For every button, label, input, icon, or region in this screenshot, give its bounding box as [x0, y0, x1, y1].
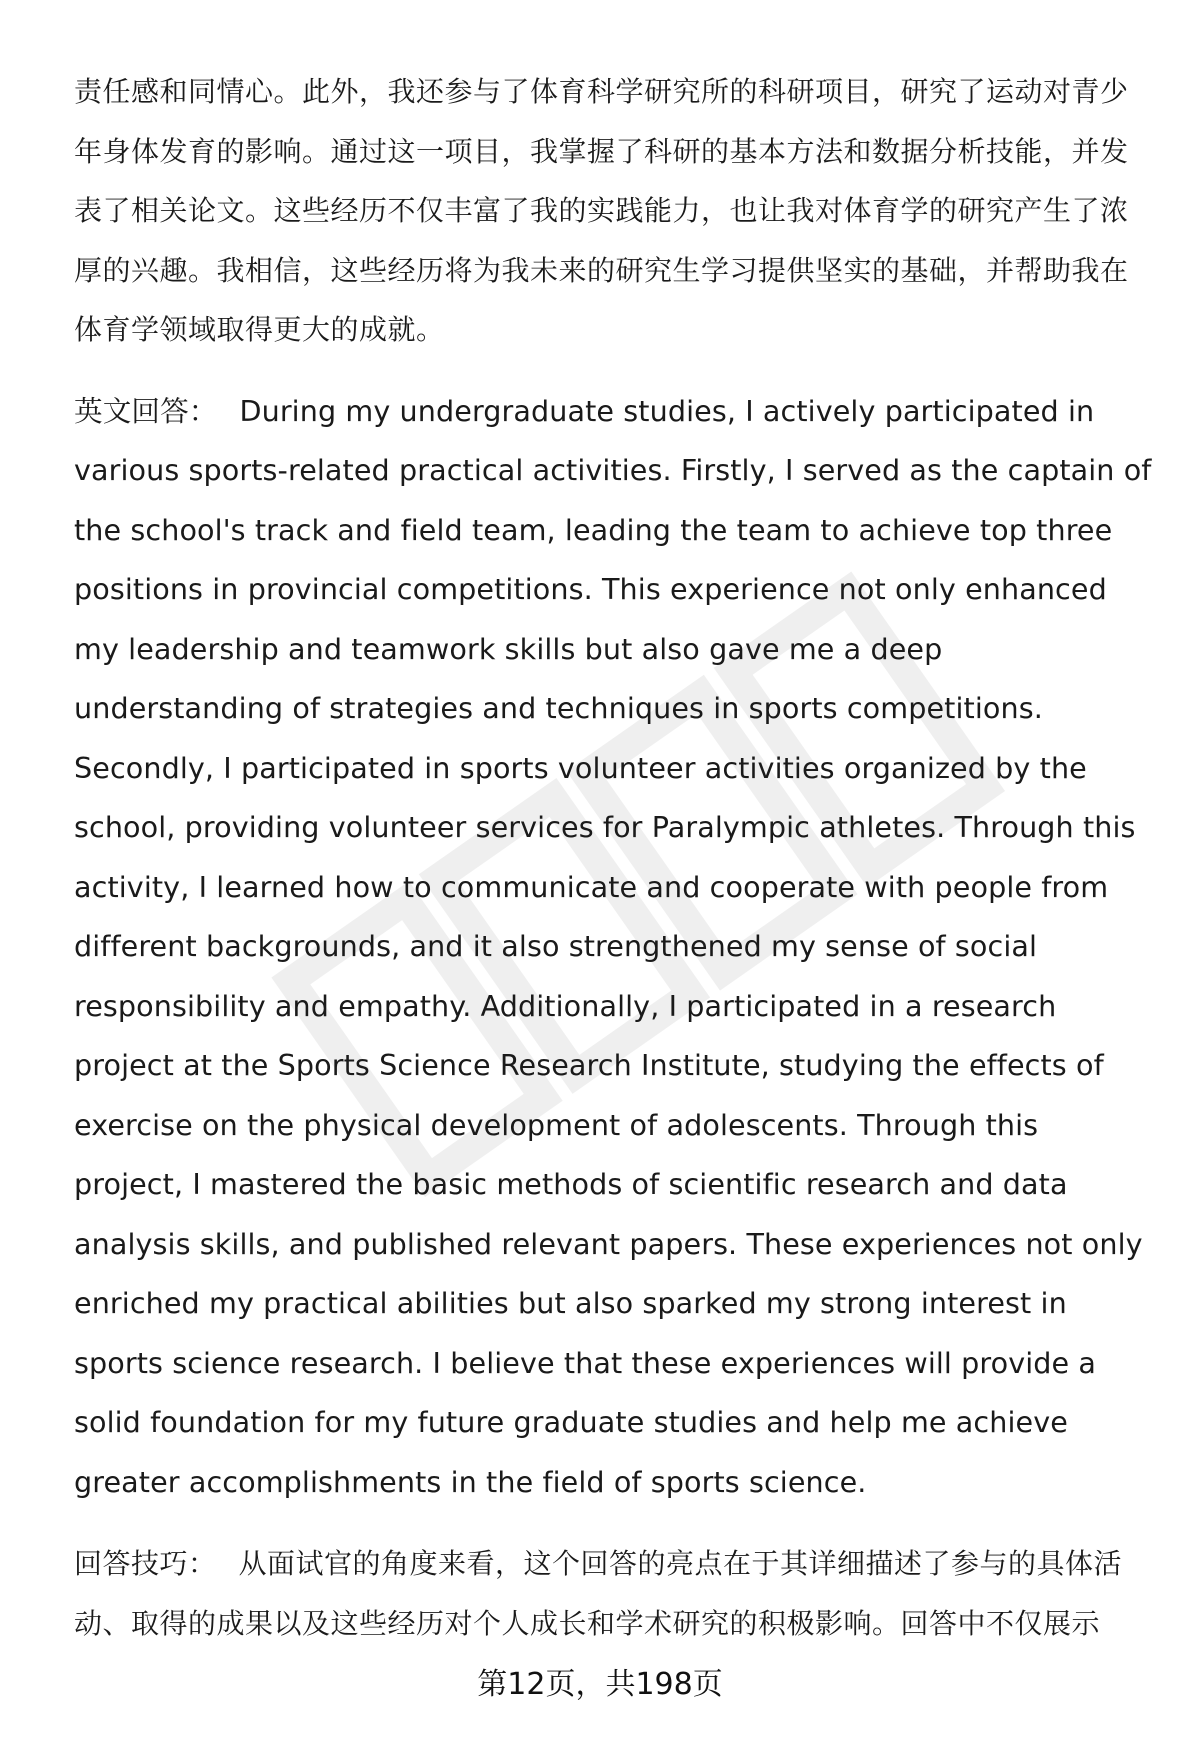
answer-tips-text: 从面试官的角度来看，这个回答的亮点在于其详细描述了参与的具体活动、取得的成果以及这些经历对个人成长和学术研究的积极影响。回答中不仅展示 [74, 1547, 1123, 1640]
paragraph-english-answer [74, 382, 1154, 1513]
answer-tips-label: 回答技巧： [74, 1547, 217, 1580]
page-indicator: 第12页，共198页 [477, 1667, 723, 1702]
paragraph-answer-tips [74, 1534, 1154, 1653]
continued-chinese-text: 责任感和同情心。此外，我还参与了体育科学研究所的科研项目，研究了运动对青少年身体发育的影响。通过这一项目，我掌握了科研的基本方法和数据分析技能，并发表了相关论文。这些经历不仅丰富了我的实践能力，也让我对体育学的研究产生了浓厚的兴趣。我相信，这些经历将为我未来的研究生学习提供坚实的基础，并帮助我在体育学领域取得更大的成就。 [74, 75, 1129, 346]
english-answer-label: 英文回答： [74, 393, 218, 428]
english-answer-text: During my undergraduate studies, I actively participated in various sports-related practical activities. Firstly, I served as the captain of the school's track and field team, leading the team to achieve top three positions in provincial competitions. This experience not only enhanced my leadership and teamwork skills but also gave me a deep understanding of strategies and techniques in sports competitions. Secondly, I participated in sports volunteer activities organized by the school, providing volunteer services for Paralympic athletes. Through this activity, I learned how to communicate and cooperate with people from different backgrounds, and it also strengthened my sense of social responsibility and empathy. Additionally, I participated in a research project at the Sports Science Research Institute, studying the effects of exercise on the physical development of adolescents. Through this project, I mastered the basic methods of scientific research and data analysis skills, and published relevant papers. These experiences not only enriched my practical abilities but also sparked my strong interest in sports science research. I believe that these experiences will provide a solid foundation for my future graduate studies and help me achieve greater accomplishments in the field of sports science. [74, 393, 1152, 1499]
document-body [74, 62, 1154, 1653]
paragraph-continued-chinese [74, 62, 1154, 360]
